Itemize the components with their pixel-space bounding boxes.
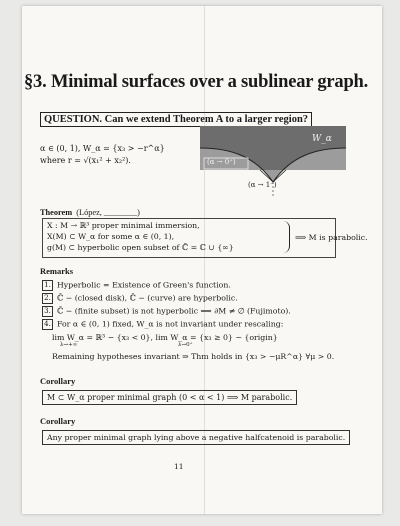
remark-4 [42,319,283,330]
theorem-heading [40,208,140,217]
remark-limit-line: lim W_α = ℝ³ − {x₃ < 0}, lim W_α = {x₃ ≥ 0} − {origin} [52,333,278,342]
theorem-conclusion: ⟹ M is parabolic. [295,233,368,242]
theorem-line-2: X(M) ⊂ W_α for some α ∈ (0, 1), [47,232,175,241]
remark-limit-sub-1: λ→+∞ [60,342,78,348]
corollary-1-heading: Corollary [40,376,76,386]
remark-remaining: Remaining hypotheses invariant ⇒ Thm holds in {x₃ > −μR^α} ∀μ > 0. [52,352,335,361]
setup-line-1: α ∈ (0, 1), W_α = {x₃ > −r^α} [40,144,165,153]
remark-3 [42,306,291,317]
remark-text: ℂ̄ − (finite subset) is not hyperbolic ⟹ ∂M ≠ ∅ (Fujimoto). [57,306,291,316]
corollary-1-box: M ⊂ W_α proper minimal graph (0 < α < 1) ⟹ M parabolic. [42,390,297,405]
remark-text: For α ∈ (0, 1) fixed, W_α is not invariant under rescaling: [57,319,284,329]
remark-number: 2. [42,293,53,304]
remark-limit-sub-2: λ→0⁺ [178,342,193,348]
section-title: §3. Minimal surfaces over a sublinear graph. [24,72,369,92]
figure-label-left: (α → 0⁺) [207,158,236,166]
theorem-line-3: g(M) ⊂ hyperbolic open subset of ℂ̄ = ℂ ∪ {∞} [47,243,234,252]
remarks-heading: Remarks [40,266,74,276]
figure-label-bottom: (α → 1⁻) [248,181,277,189]
remark-number: 4. [42,319,53,330]
remark-number: 1. [42,280,53,291]
remark-text: ℂ̄ − (closed disk), ℂ̄ − (curve) are hyperbolic. [57,293,238,303]
surface-figure [200,126,348,202]
theorem-line-1: X : M → ℝ³ proper minimal immersion, [47,221,200,230]
theorem-brace [283,221,290,253]
remark-1 [42,280,231,291]
figure-label-w: W_α [312,134,332,144]
remark-2 [42,293,238,304]
theorem-attribution: (López, ________) [76,208,140,217]
remark-text: Hyperbolic = Existence of Green's function. [57,280,231,290]
page-number: 11 [174,462,184,471]
theorem-title: Theorem [40,208,73,217]
remark-number: 3. [42,306,53,317]
setup-line-2: where r = √(x₁² + x₂²). [40,156,131,165]
corollary-2-heading: Corollary [40,416,76,426]
theorem-box [42,218,368,258]
corollary-2-box: Any proper minimal graph lying above a negative halfcatenoid is parabolic. [42,430,350,445]
question-box: QUESTION. Can we extend Theorem A to a larger region? [40,112,312,127]
